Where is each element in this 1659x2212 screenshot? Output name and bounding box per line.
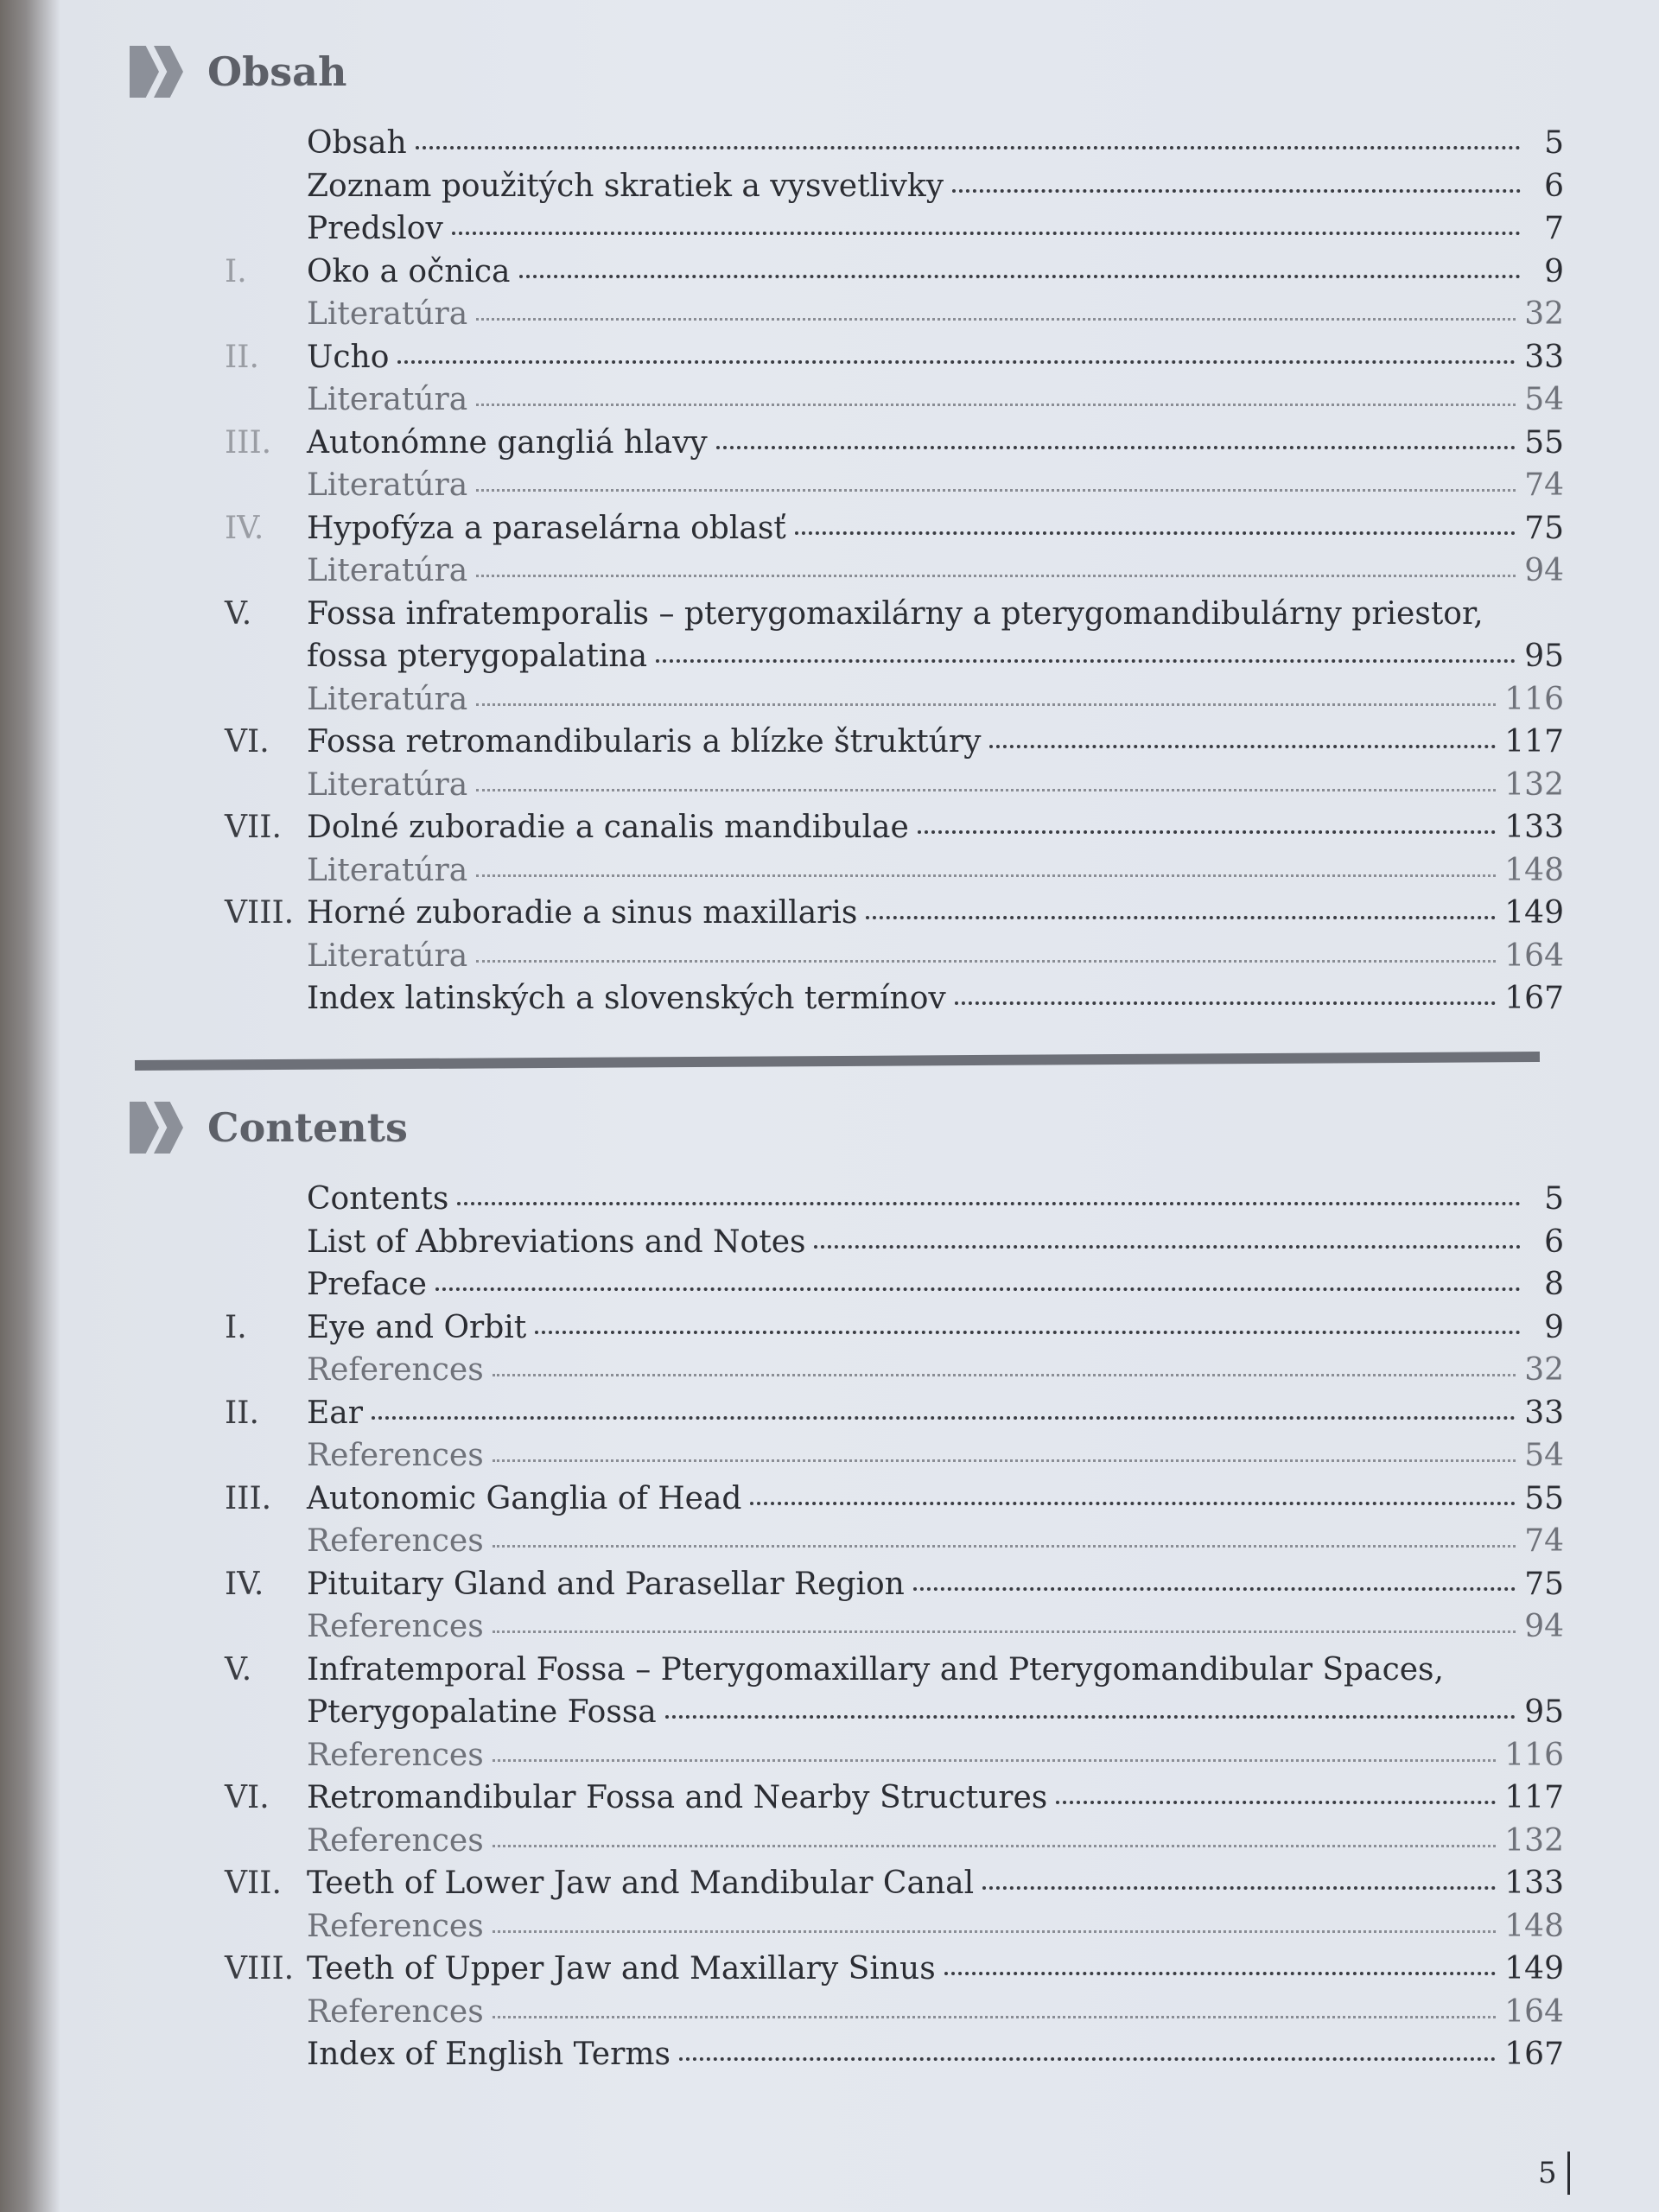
- dot-leader: [452, 232, 1521, 235]
- dot-leader: [493, 1759, 1497, 1762]
- entry-label: References: [307, 1737, 484, 1773]
- entry-page-number: 132: [1504, 766, 1564, 803]
- dot-leader: [1056, 1801, 1496, 1804]
- toc-entry: [225, 1567, 1564, 1610]
- entry-body: [307, 1951, 1564, 1986]
- entry-label: Literatúra: [307, 382, 468, 417]
- toc-subentry: [225, 1994, 1564, 2037]
- entry-page-number: 32: [1524, 296, 1564, 332]
- entry-body: [307, 1181, 1564, 1217]
- entry-body: [307, 1780, 1564, 1815]
- toc-subentry: [225, 1738, 1564, 1781]
- entry-body: [307, 1738, 1564, 1773]
- dot-leader: [493, 1545, 1516, 1548]
- entry-label: References: [307, 1523, 484, 1559]
- entry-page-number: 164: [1504, 938, 1564, 974]
- contents-header: [130, 1097, 408, 1158]
- toc-subentry: [225, 1823, 1564, 1866]
- entry-label: Ear: [307, 1395, 363, 1431]
- toc-entry: [225, 1652, 1564, 1695]
- chapter-number: II.: [225, 1395, 259, 1431]
- entry-page-number: 6: [1544, 168, 1564, 204]
- entry-body: [307, 296, 1564, 332]
- entry-label: Pterygopalatine Fossa: [307, 1694, 657, 1730]
- dot-leader: [476, 703, 1496, 706]
- entry-label: Dolné zuboradie a canalis mandibulae: [307, 810, 909, 845]
- chapter-number: VI.: [225, 724, 270, 760]
- dot-leader: [476, 318, 1516, 321]
- entry-body: [307, 1866, 1564, 1901]
- entry-page-number: 148: [1504, 1908, 1564, 1944]
- entry-body: [307, 853, 1564, 888]
- entry-label: Pituitary Gland and Parasellar Region: [307, 1566, 905, 1602]
- dot-leader: [493, 1630, 1516, 1633]
- entry-body: [307, 596, 1564, 632]
- toc-subentry: [225, 296, 1564, 340]
- entry-label: References: [307, 1609, 484, 1644]
- dot-leader: [493, 1459, 1516, 1462]
- entry-label: Teeth of Lower Jaw and Mandibular Canal: [307, 1866, 975, 1901]
- dot-leader: [476, 874, 1496, 877]
- dot-leader: [656, 659, 1516, 663]
- entry-label: References: [307, 1822, 484, 1859]
- dot-leader: [955, 1001, 1497, 1005]
- dot-leader: [913, 1587, 1516, 1591]
- toc-entry: [225, 211, 1564, 254]
- section-divider: [135, 1052, 1540, 1071]
- dot-leader: [416, 146, 1521, 149]
- entry-label: References: [307, 1352, 484, 1388]
- dot-leader: [457, 1202, 1521, 1205]
- toc-entry: [225, 1481, 1564, 1524]
- entry-label: Zoznam použitých skratiek a vysvetlivky: [307, 168, 944, 204]
- entry-label: fossa pterygopalatina: [307, 639, 648, 674]
- entry-label: Literatúra: [307, 467, 468, 503]
- entry-body: [307, 639, 1564, 674]
- chapter-number: V.: [225, 1651, 252, 1688]
- dot-leader: [493, 1930, 1497, 1933]
- entry-label: Index of English Terms: [307, 2037, 671, 2072]
- dot-leader: [476, 575, 1516, 577]
- entry-body: [307, 1481, 1564, 1516]
- entry-page-number: 9: [1544, 1309, 1564, 1345]
- chapter-number: V.: [225, 595, 252, 632]
- entry-body: [307, 382, 1564, 417]
- entry-body: [307, 1652, 1564, 1688]
- toc-subentry: [225, 553, 1564, 596]
- entry-body: [307, 1909, 1564, 1944]
- entry-label: Literatúra: [307, 852, 468, 888]
- toc-entry: [225, 1181, 1564, 1224]
- entry-body: [307, 724, 1564, 760]
- entry-body: [307, 511, 1564, 546]
- toc-subentry: [225, 1523, 1564, 1567]
- entry-page-number: 95: [1524, 639, 1564, 674]
- entry-body: [307, 1609, 1564, 1644]
- chapter-number: IV.: [225, 1566, 264, 1602]
- entry-page-number: 116: [1504, 1737, 1564, 1773]
- entry-label: Fossa infratemporalis – pterygomaxilárny a pterygomandibulárny priestor,: [307, 595, 1484, 632]
- entry-page-number: 133: [1504, 810, 1564, 845]
- dot-leader: [679, 2057, 1496, 2061]
- toc-subentry: [225, 938, 1564, 982]
- dot-leader: [476, 404, 1516, 406]
- entry-body: [307, 1438, 1564, 1473]
- entry-page-number: 167: [1504, 981, 1564, 1016]
- entry-body: [307, 211, 1564, 246]
- dot-leader: [435, 1287, 1521, 1291]
- entry-label: Ucho: [307, 339, 390, 375]
- toc-entry: [225, 1694, 1564, 1738]
- entry-page-number: 55: [1524, 1480, 1564, 1516]
- dot-leader: [493, 2016, 1497, 2018]
- dot-leader: [476, 489, 1516, 492]
- dot-leader: [519, 275, 1521, 278]
- entry-label: Contents: [307, 1181, 449, 1217]
- entry-page-number: 54: [1524, 382, 1564, 417]
- toc-entry: [225, 724, 1564, 767]
- entry-body: [307, 938, 1564, 974]
- entry-page-number: 75: [1524, 510, 1564, 546]
- toc-entry: [225, 1310, 1564, 1353]
- entry-label: References: [307, 1993, 484, 2030]
- entry-body: [307, 1224, 1564, 1260]
- entry-label: Autonómne gangliá hlavy: [307, 424, 708, 461]
- entry-page-number: 133: [1504, 1866, 1564, 1901]
- entry-body: [307, 895, 1564, 931]
- contents-title: Contents: [207, 1104, 408, 1151]
- chapter-number: III.: [225, 1480, 272, 1516]
- entry-body: [307, 553, 1564, 588]
- entry-page-number: 116: [1504, 681, 1564, 717]
- obsah-title: Obsah: [207, 48, 347, 95]
- entry-page-number: 164: [1504, 1993, 1564, 2030]
- toc-subentry: [225, 682, 1564, 725]
- toc-entry: [225, 340, 1564, 383]
- dot-leader: [716, 446, 1516, 449]
- chapter-number: VII.: [225, 810, 282, 845]
- double-chevron-icon: [130, 1102, 178, 1154]
- entry-body: [307, 1567, 1564, 1602]
- toc-entry: [225, 596, 1564, 639]
- entry-page-number: 33: [1524, 339, 1564, 375]
- entry-label: Hypofýza a paraselárna oblasť: [307, 510, 786, 546]
- entry-page-number: 75: [1524, 1566, 1564, 1602]
- toc-entry: [225, 125, 1564, 168]
- dot-leader: [493, 1845, 1497, 1847]
- dot-leader: [918, 830, 1496, 834]
- entry-body: [307, 340, 1564, 375]
- entry-label: Literatúra: [307, 938, 468, 974]
- toc-subentry: [225, 1438, 1564, 1481]
- dot-leader: [944, 1972, 1497, 1975]
- chapter-number: I.: [225, 253, 247, 289]
- entry-page-number: 5: [1544, 1181, 1564, 1217]
- toc-entry: [225, 1951, 1564, 1994]
- chapter-number: III.: [225, 424, 272, 461]
- obsah-header: [130, 41, 346, 102]
- entry-page-number: 95: [1524, 1694, 1564, 1730]
- entry-label: Index latinských a slovenských termínov: [307, 981, 946, 1016]
- entry-page-number: 32: [1524, 1352, 1564, 1388]
- dot-leader: [397, 360, 1516, 364]
- toc-entry: [225, 981, 1564, 1024]
- toc-entry: [225, 639, 1564, 682]
- chapter-number: IV.: [225, 510, 264, 546]
- entry-body: [307, 425, 1564, 461]
- chapter-number: VII.: [225, 1866, 282, 1901]
- entry-body: [307, 1267, 1564, 1302]
- dot-leader: [795, 531, 1516, 535]
- entry-page-number: 8: [1544, 1267, 1564, 1302]
- dot-leader: [372, 1416, 1516, 1420]
- toc-entry: [225, 1866, 1564, 1909]
- entry-label: Eye and Orbit: [307, 1309, 527, 1345]
- entry-label: Autonomic Ganglia of Head: [307, 1480, 742, 1516]
- entry-body: [307, 254, 1564, 289]
- entry-page-number: 54: [1524, 1438, 1564, 1473]
- entry-label: Teeth of Upper Jaw and Maxillary Sinus: [307, 1951, 936, 1986]
- dot-leader: [866, 916, 1496, 919]
- entry-page-number: 117: [1504, 1780, 1564, 1815]
- entry-page-number: 74: [1524, 467, 1564, 503]
- entry-page-number: 33: [1524, 1395, 1564, 1431]
- entry-body: [307, 810, 1564, 845]
- chapter-number: I.: [225, 1309, 247, 1345]
- toc-subentry: [225, 382, 1564, 425]
- entry-page-number: 94: [1524, 553, 1564, 588]
- entry-label: Literatúra: [307, 681, 468, 717]
- toc-entry: [225, 511, 1564, 554]
- entry-page-number: 94: [1524, 1609, 1564, 1644]
- toc-entry: [225, 1395, 1564, 1439]
- chapter-number: VIII.: [225, 895, 295, 931]
- chapter-number: II.: [225, 339, 259, 375]
- dot-leader: [952, 189, 1521, 193]
- toc-entry: [225, 1780, 1564, 1823]
- toc-entry: [225, 895, 1564, 938]
- page-number: 5: [1538, 2152, 1570, 2195]
- toc-subentry: [225, 853, 1564, 896]
- entry-body: [307, 1395, 1564, 1431]
- dot-leader: [476, 960, 1496, 963]
- dot-leader: [814, 1245, 1521, 1249]
- toc-subentry: [225, 467, 1564, 511]
- entry-label: Fossa retromandibularis a blízke štruktúry: [307, 724, 982, 760]
- entry-body: [307, 168, 1564, 204]
- entry-body: [307, 467, 1564, 503]
- entry-label: Horné zuboradie a sinus maxillaris: [307, 895, 858, 931]
- toc-entry: [225, 810, 1564, 853]
- entry-label: Predslov: [307, 211, 443, 246]
- dot-leader: [982, 1886, 1496, 1890]
- entry-body: [307, 682, 1564, 717]
- entry-page-number: 149: [1504, 895, 1564, 931]
- dot-leader: [989, 745, 1496, 748]
- entry-page-number: 148: [1504, 852, 1564, 888]
- entry-body: [307, 1352, 1564, 1388]
- entry-label: Obsah: [307, 125, 407, 161]
- chapter-number: VI.: [225, 1780, 270, 1815]
- entry-body: [307, 1523, 1564, 1559]
- toc-entry: [225, 425, 1564, 468]
- entry-label: List of Abbreviations and Notes: [307, 1224, 806, 1260]
- toc-entry: [225, 1267, 1564, 1310]
- toc-subentry: [225, 1909, 1564, 1952]
- toc-subentry: [225, 1609, 1564, 1652]
- dot-leader: [750, 1502, 1516, 1505]
- entry-page-number: 74: [1524, 1523, 1564, 1559]
- entry-label: Oko a očnica: [307, 253, 511, 289]
- toc-subentry: [225, 767, 1564, 810]
- entry-body: [307, 1310, 1564, 1345]
- entry-label: Literatúra: [307, 766, 468, 803]
- entry-body: [307, 1694, 1564, 1730]
- entry-body: [307, 1994, 1564, 2030]
- chapter-number: VIII.: [225, 1951, 295, 1986]
- entry-body: [307, 1823, 1564, 1859]
- entry-page-number: 149: [1504, 1951, 1564, 1986]
- toc-subentry: [225, 1352, 1564, 1395]
- entry-label: Preface: [307, 1267, 427, 1302]
- entry-body: [307, 2037, 1564, 2072]
- contents-toc: [225, 1181, 1564, 2080]
- entry-body: [307, 767, 1564, 803]
- entry-page-number: 5: [1544, 125, 1564, 161]
- entry-label: Literatúra: [307, 296, 468, 332]
- obsah-toc: [225, 125, 1564, 1024]
- dot-leader: [493, 1374, 1516, 1376]
- dot-leader: [665, 1715, 1516, 1719]
- entry-label: References: [307, 1908, 484, 1944]
- entry-body: [307, 125, 1564, 161]
- entry-label: References: [307, 1438, 484, 1473]
- entry-page-number: 7: [1544, 211, 1564, 246]
- entry-page-number: 132: [1504, 1822, 1564, 1859]
- entry-page-number: 55: [1524, 424, 1564, 461]
- entry-label: Retromandibular Fossa and Nearby Structures: [307, 1780, 1048, 1815]
- entry-page-number: 6: [1544, 1224, 1564, 1260]
- toc-entry: [225, 2037, 1564, 2080]
- dot-leader: [476, 789, 1496, 791]
- double-chevron-icon: [130, 46, 178, 98]
- entry-page-number: 9: [1544, 253, 1564, 289]
- entry-body: [307, 981, 1564, 1016]
- entry-page-number: 117: [1504, 724, 1564, 760]
- toc-entry: [225, 1224, 1564, 1268]
- entry-label: Literatúra: [307, 553, 468, 588]
- entry-label: Infratemporal Fossa – Pterygomaxillary and Pterygomandibular Spaces,: [307, 1651, 1444, 1688]
- dot-leader: [535, 1331, 1521, 1334]
- toc-entry: [225, 168, 1564, 212]
- entry-page-number: 167: [1504, 2037, 1564, 2072]
- toc-entry: [225, 254, 1564, 297]
